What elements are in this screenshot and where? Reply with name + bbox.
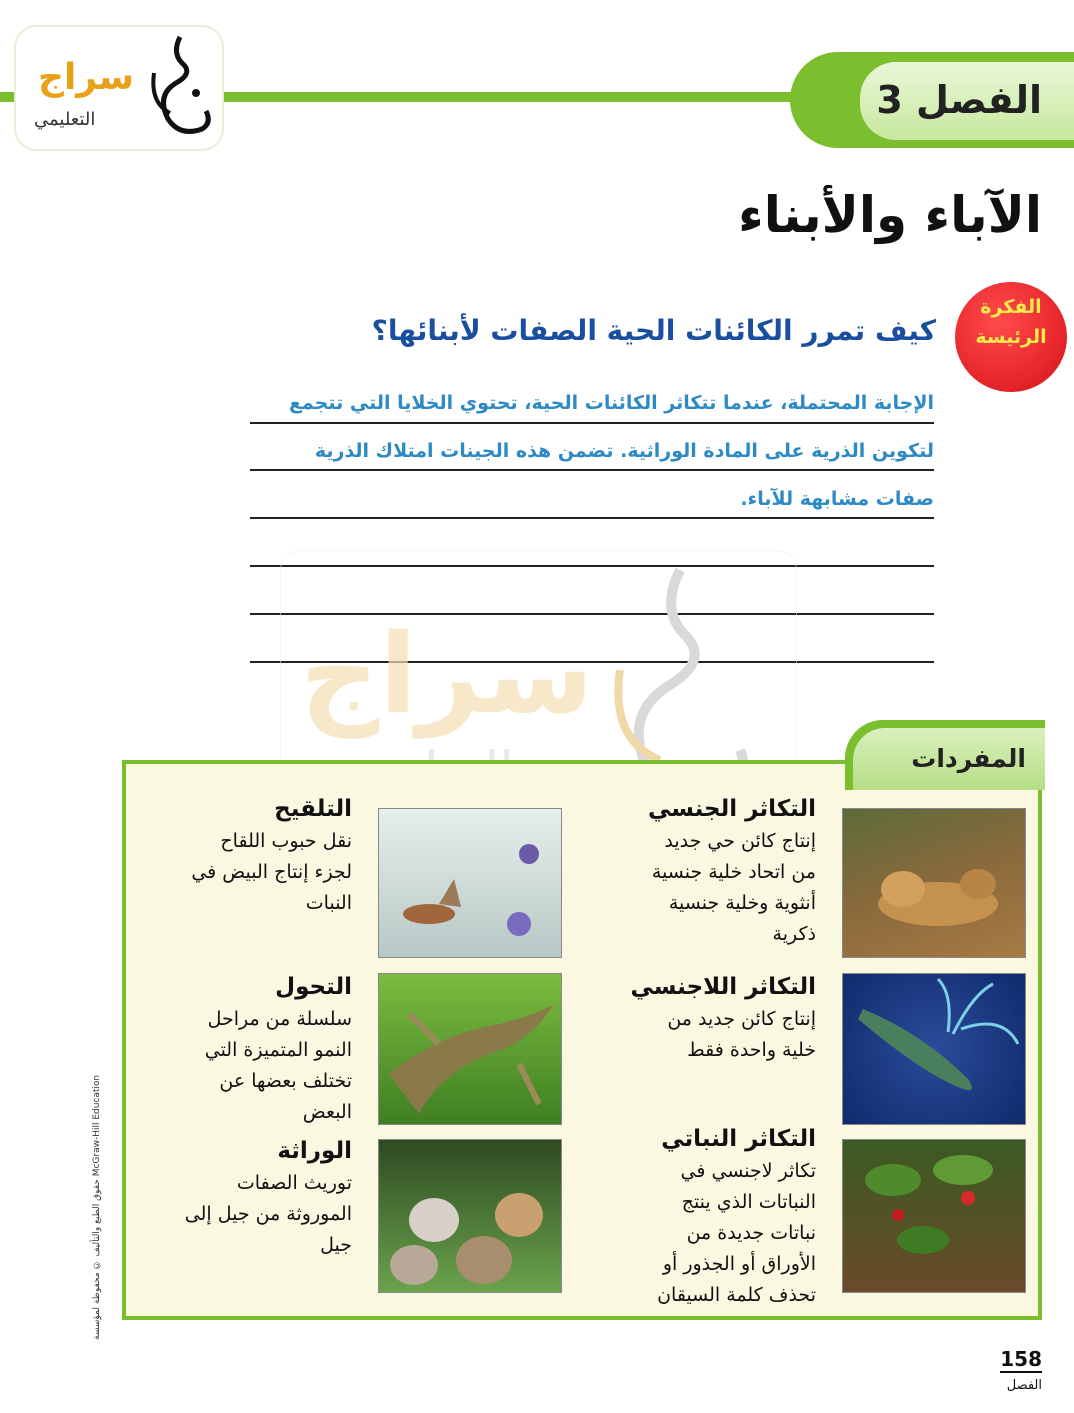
vocab-label: المفردات bbox=[911, 744, 1026, 773]
answer-line: لتكوين الذرية على المادة الوراثية. تضمن هذه الجينات امتلاك الذرية bbox=[314, 440, 934, 462]
vocab-panel bbox=[122, 760, 1042, 1320]
term-definition bbox=[586, 1004, 816, 1066]
term-title: التكاثر النباتي bbox=[661, 1126, 816, 1152]
definition-line: خلية واحدة فقط bbox=[687, 1039, 816, 1061]
definition-line: ذكرية bbox=[772, 923, 816, 945]
watermark-word: سراج bbox=[300, 610, 594, 738]
page-chapter-label: الفصل bbox=[1006, 1378, 1042, 1393]
kittens-photo bbox=[378, 1139, 562, 1293]
logo-word: سراج bbox=[38, 57, 135, 98]
definition-line: تختلف بعضها عن bbox=[219, 1070, 352, 1092]
definition-line: من اتحاد خلية جنسية bbox=[651, 861, 816, 883]
definition-line: إنتاج كائن جديد من bbox=[667, 1008, 816, 1030]
definition-line: أنثوية وخلية جنسية bbox=[668, 892, 816, 914]
definition-line: نباتات جديدة من bbox=[686, 1222, 816, 1244]
term-definition bbox=[586, 826, 816, 950]
definition-line: الأوراق أو الجذور أو bbox=[662, 1253, 816, 1275]
lions-photo bbox=[842, 808, 1026, 958]
term-title: الوراثة bbox=[277, 1138, 352, 1164]
definition-line: توريث الصفات bbox=[236, 1172, 352, 1194]
definition-line: البعض bbox=[302, 1101, 352, 1123]
page-number: 158 bbox=[1000, 1347, 1042, 1371]
vocab-term bbox=[137, 1138, 352, 1261]
vocab-term bbox=[137, 974, 352, 1128]
vocab-term bbox=[586, 796, 816, 950]
definition-line: تحذف كلمة السيقان bbox=[657, 1284, 816, 1306]
writing-line bbox=[250, 517, 934, 519]
term-definition bbox=[586, 1156, 816, 1311]
page-title: الآباء والأبناء bbox=[738, 186, 1042, 244]
term-definition bbox=[137, 826, 352, 919]
term-title: التلقيح bbox=[274, 796, 352, 822]
term-title: التكاثر الجنسي bbox=[647, 796, 816, 822]
definition-line: النباتات الذي ينتج bbox=[681, 1191, 816, 1213]
answer-line: الإجابة المحتملة، عندما تتكاثر الكائنات الحية، تحتوي الخلايا التي تتجمع bbox=[288, 392, 934, 414]
definition-line: نقل حبوب اللقاح bbox=[220, 830, 352, 852]
big-idea-label-line2: الرئيسة bbox=[975, 326, 1047, 348]
term-definition bbox=[137, 1168, 352, 1261]
writing-line bbox=[250, 422, 934, 424]
big-idea-label-line1: الفكرة bbox=[980, 296, 1042, 318]
frog-photo bbox=[378, 973, 562, 1125]
definition-line: لجزء إنتاج البيض في bbox=[191, 861, 352, 883]
copyright-credit: حقوق الطبع والتأليف © محفوظة لمؤسسة McGraw-Hill Education bbox=[92, 1074, 102, 1340]
definition-line: الموروثة من جيل إلى bbox=[184, 1203, 352, 1225]
writing-line bbox=[250, 469, 934, 471]
term-title: التكاثر اللاجنسي bbox=[630, 974, 816, 1000]
term-title: التحول bbox=[275, 974, 352, 1000]
vocab-term bbox=[137, 796, 352, 919]
chapter-label: الفصل 3 bbox=[876, 78, 1042, 122]
logo-calligraphy-icon bbox=[146, 33, 218, 145]
definition-line: النبات bbox=[305, 892, 352, 914]
definition-line: إنتاج كائن حي جديد bbox=[664, 830, 816, 852]
big-idea-question: كيف تمرر الكائنات الحية الصفات لأبنائها؟ bbox=[371, 314, 936, 347]
definition-line: جيل bbox=[320, 1234, 352, 1256]
hydra-photo bbox=[842, 973, 1026, 1125]
vocab-term bbox=[586, 974, 816, 1066]
strawberry-plant-photo bbox=[842, 1139, 1026, 1293]
term-definition bbox=[137, 1004, 352, 1128]
big-idea-label bbox=[955, 292, 1067, 352]
definition-line: النمو المتميزة التي bbox=[204, 1039, 352, 1061]
answer-line: صفات مشابهة للآباء. bbox=[740, 488, 934, 510]
publisher-logo bbox=[14, 25, 224, 151]
logo-sub: التعليمي bbox=[34, 109, 96, 130]
definition-line: سلسلة من مراحل bbox=[207, 1008, 352, 1030]
hummingbird-moth-photo bbox=[378, 808, 562, 958]
vocab-term bbox=[586, 1126, 816, 1311]
definition-line: تكاثر لاجنسي في bbox=[680, 1160, 816, 1182]
